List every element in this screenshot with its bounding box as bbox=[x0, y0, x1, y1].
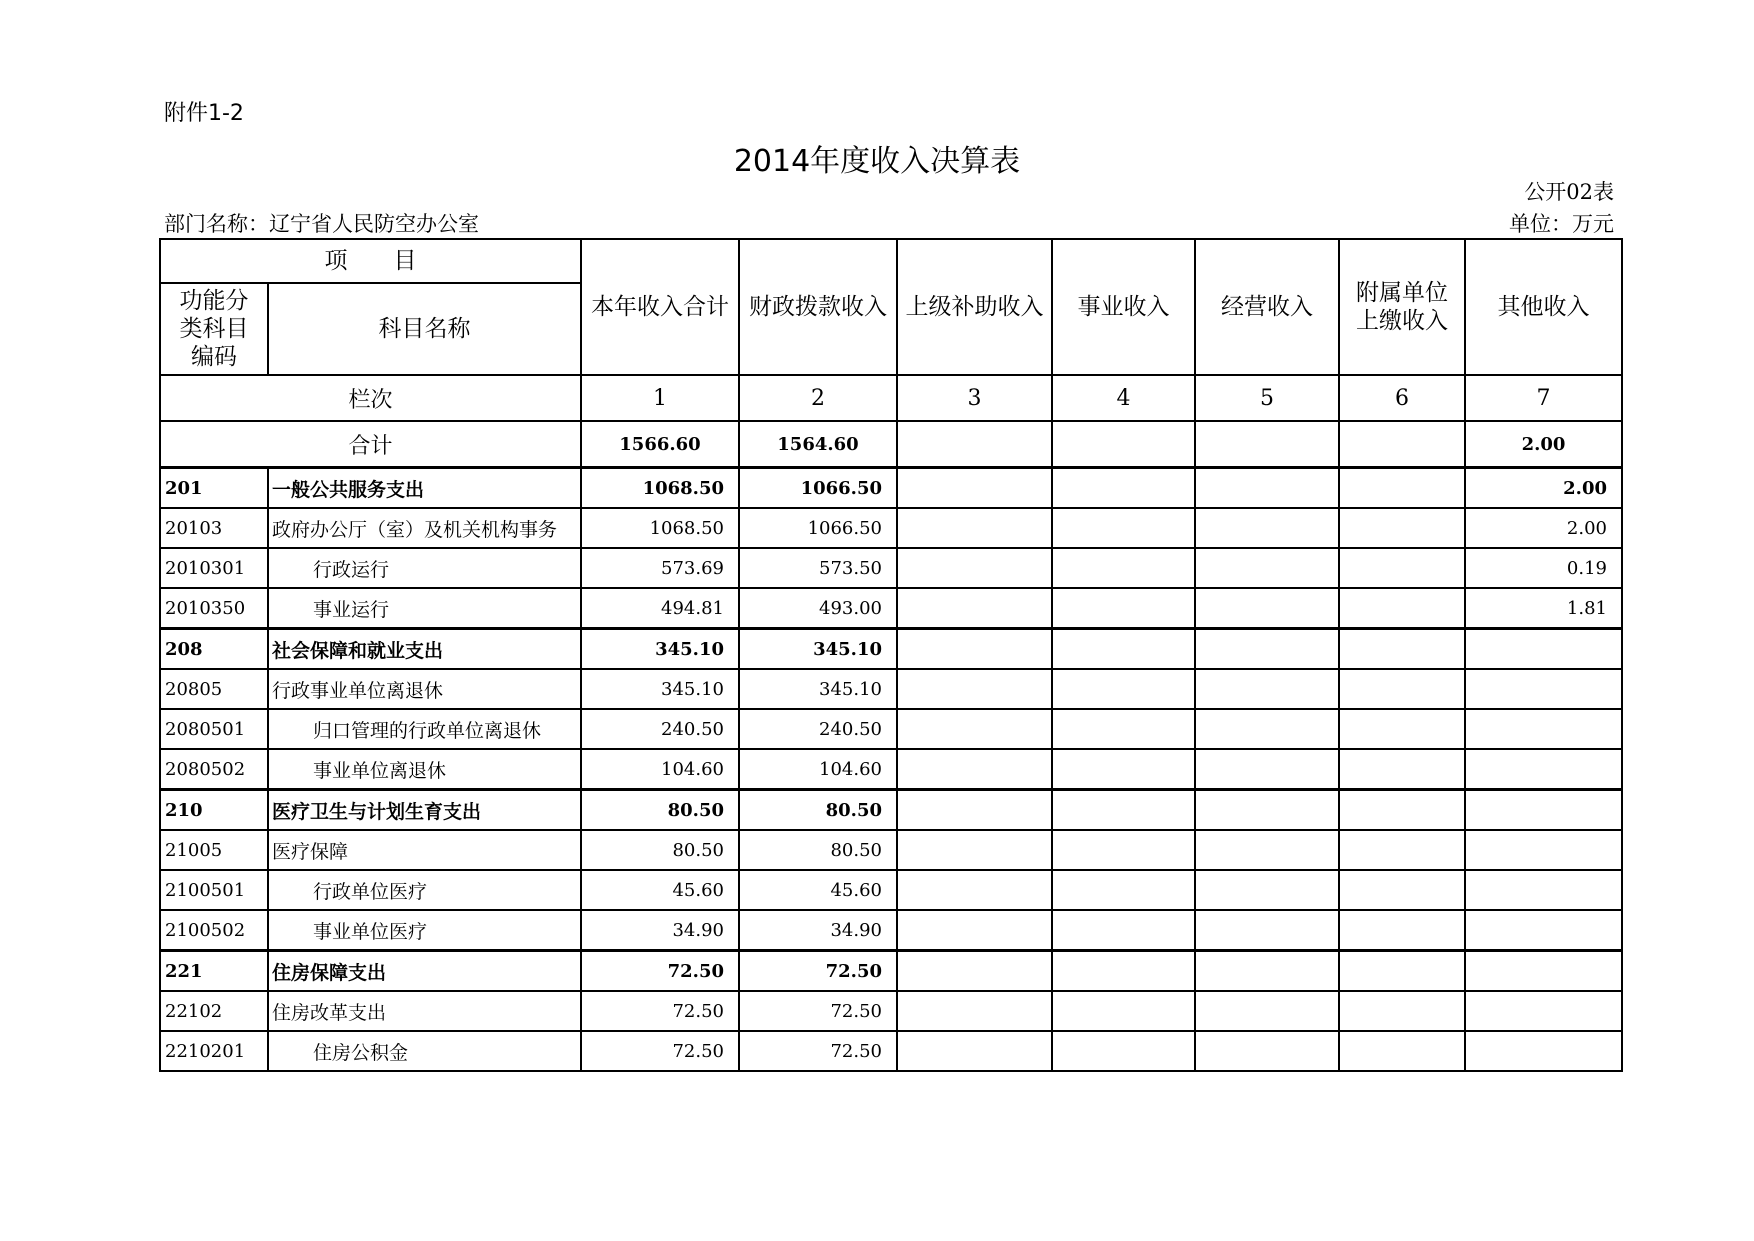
amount-cell bbox=[1195, 709, 1339, 749]
amount-cell: 80.50 bbox=[739, 830, 897, 870]
table-row bbox=[160, 991, 1622, 1031]
amount-cell: 72.50 bbox=[581, 1031, 739, 1071]
amount-cell bbox=[1339, 548, 1465, 588]
attachment-label: 附件1-2 bbox=[164, 101, 244, 126]
amount-cell bbox=[1465, 830, 1622, 870]
total-value bbox=[1339, 421, 1465, 468]
column-index: 1 bbox=[581, 375, 739, 421]
table-row bbox=[160, 508, 1622, 548]
amount-cell bbox=[1195, 669, 1339, 709]
amount-cell bbox=[1339, 910, 1465, 951]
amount-cell bbox=[1339, 669, 1465, 709]
table-row bbox=[160, 870, 1622, 910]
header-name: 科目名称 bbox=[268, 283, 581, 375]
subject-code: 22102 bbox=[160, 991, 268, 1031]
amount-cell: 72.50 bbox=[739, 1031, 897, 1071]
amount-cell: 240.50 bbox=[739, 709, 897, 749]
subject-name: 医疗保障 bbox=[268, 830, 581, 870]
amount-cell bbox=[1195, 749, 1339, 790]
amount-cell: 1068.50 bbox=[581, 508, 739, 548]
total-value: 2.00 bbox=[1465, 421, 1622, 468]
amount-cell: 494.81 bbox=[581, 588, 739, 629]
subject-name: 政府办公厅（室）及机关机构事务 bbox=[268, 508, 581, 548]
subject-name: 住房改革支出 bbox=[268, 991, 581, 1031]
amount-cell bbox=[1465, 991, 1622, 1031]
table-row bbox=[160, 629, 1622, 670]
table-row bbox=[160, 830, 1622, 870]
subject-name: 行政事业单位离退休 bbox=[268, 669, 581, 709]
total-value: 1566.60 bbox=[581, 421, 739, 468]
amount-cell: 240.50 bbox=[581, 709, 739, 749]
table-row bbox=[160, 1031, 1622, 1071]
amount-cell: 80.50 bbox=[581, 790, 739, 831]
table-row bbox=[160, 790, 1622, 831]
header-code: 功能分类科目编码 bbox=[160, 283, 268, 375]
amount-cell bbox=[1052, 468, 1195, 509]
amount-cell: 1066.50 bbox=[739, 468, 897, 509]
amount-cell: 573.69 bbox=[581, 548, 739, 588]
amount-cell bbox=[897, 709, 1052, 749]
subject-name: 社会保障和就业支出 bbox=[268, 629, 581, 670]
amount-cell: 80.50 bbox=[739, 790, 897, 831]
amount-cell bbox=[1339, 749, 1465, 790]
amount-cell bbox=[897, 790, 1052, 831]
subject-name: 住房公积金 bbox=[268, 1031, 581, 1071]
subject-code: 2100501 bbox=[160, 870, 268, 910]
total-value bbox=[897, 421, 1052, 468]
amount-cell bbox=[1339, 468, 1465, 509]
amount-cell bbox=[1052, 669, 1195, 709]
amount-cell bbox=[1195, 468, 1339, 509]
amount-cell bbox=[1339, 588, 1465, 629]
amount-cell: 1068.50 bbox=[581, 468, 739, 509]
total-value: 1564.60 bbox=[739, 421, 897, 468]
column-index-label: 栏次 bbox=[160, 375, 581, 421]
subject-name: 事业单位医疗 bbox=[268, 910, 581, 951]
amount-cell bbox=[1465, 951, 1622, 992]
amount-cell bbox=[897, 830, 1052, 870]
amount-cell bbox=[897, 870, 1052, 910]
amount-cell bbox=[1339, 991, 1465, 1031]
amount-cell: 104.60 bbox=[739, 749, 897, 790]
amount-cell bbox=[1052, 629, 1195, 670]
amount-cell bbox=[1195, 830, 1339, 870]
subject-code: 208 bbox=[160, 629, 268, 670]
amount-cell bbox=[1339, 870, 1465, 910]
subject-code: 2080502 bbox=[160, 749, 268, 790]
amount-cell bbox=[1339, 951, 1465, 992]
amount-cell bbox=[1052, 508, 1195, 548]
subject-name: 行政运行 bbox=[268, 548, 581, 588]
subject-code: 20103 bbox=[160, 508, 268, 548]
amount-cell bbox=[1339, 629, 1465, 670]
form-number: 公开02表 bbox=[1524, 180, 1614, 204]
amount-cell bbox=[1465, 669, 1622, 709]
table-row bbox=[160, 749, 1622, 790]
amount-cell: 34.90 bbox=[739, 910, 897, 951]
header-item: 项 目 bbox=[160, 239, 581, 283]
amount-cell: 345.10 bbox=[581, 669, 739, 709]
amount-cell bbox=[1339, 790, 1465, 831]
amount-cell bbox=[897, 669, 1052, 709]
amount-cell: 2.00 bbox=[1465, 468, 1622, 509]
amount-cell: 72.50 bbox=[739, 951, 897, 992]
subject-name: 事业单位离退休 bbox=[268, 749, 581, 790]
amount-cell bbox=[897, 1031, 1052, 1071]
subject-code: 2210201 bbox=[160, 1031, 268, 1071]
table-row bbox=[160, 548, 1622, 588]
column-index-row bbox=[160, 375, 1622, 421]
subject-code: 21005 bbox=[160, 830, 268, 870]
amount-cell: 72.50 bbox=[581, 951, 739, 992]
amount-cell bbox=[1195, 991, 1339, 1031]
amount-cell: 0.19 bbox=[1465, 548, 1622, 588]
header-col-affiliated-remittance: 附属单位上缴收入 bbox=[1339, 239, 1465, 375]
column-index: 2 bbox=[739, 375, 897, 421]
amount-cell bbox=[1195, 790, 1339, 831]
amount-cell bbox=[1195, 1031, 1339, 1071]
amount-cell bbox=[1052, 709, 1195, 749]
total-value bbox=[1195, 421, 1339, 468]
amount-cell: 573.50 bbox=[739, 548, 897, 588]
amount-cell bbox=[1465, 870, 1622, 910]
subject-name: 住房保障支出 bbox=[268, 951, 581, 992]
amount-cell bbox=[1195, 508, 1339, 548]
amount-cell bbox=[897, 991, 1052, 1031]
subject-code: 221 bbox=[160, 951, 268, 992]
amount-cell bbox=[1195, 910, 1339, 951]
header-col-business-income: 事业收入 bbox=[1052, 239, 1195, 375]
amount-cell: 72.50 bbox=[739, 991, 897, 1031]
column-index: 3 bbox=[897, 375, 1052, 421]
subject-code: 2010350 bbox=[160, 588, 268, 629]
amount-cell: 80.50 bbox=[581, 830, 739, 870]
header-col-other-income: 其他收入 bbox=[1465, 239, 1622, 375]
subject-code: 2100502 bbox=[160, 910, 268, 951]
subject-name: 一般公共服务支出 bbox=[268, 468, 581, 509]
amount-cell bbox=[897, 468, 1052, 509]
amount-cell bbox=[1052, 910, 1195, 951]
amount-cell bbox=[1052, 991, 1195, 1031]
amount-cell bbox=[897, 629, 1052, 670]
amount-cell bbox=[1052, 830, 1195, 870]
amount-cell: 34.90 bbox=[581, 910, 739, 951]
amount-cell bbox=[897, 910, 1052, 951]
amount-cell bbox=[1052, 588, 1195, 629]
table-row bbox=[160, 709, 1622, 749]
amount-cell: 345.10 bbox=[581, 629, 739, 670]
amount-cell bbox=[1339, 709, 1465, 749]
subject-name: 行政单位医疗 bbox=[268, 870, 581, 910]
amount-cell bbox=[1465, 910, 1622, 951]
subject-name: 事业运行 bbox=[268, 588, 581, 629]
amount-cell bbox=[1195, 588, 1339, 629]
amount-cell: 104.60 bbox=[581, 749, 739, 790]
amount-cell bbox=[1052, 951, 1195, 992]
amount-cell bbox=[897, 951, 1052, 992]
unit-label: 单位：万元 bbox=[1509, 212, 1614, 236]
amount-cell bbox=[1052, 548, 1195, 588]
amount-cell bbox=[1339, 1031, 1465, 1071]
amount-cell: 1.81 bbox=[1465, 588, 1622, 629]
amount-cell bbox=[1195, 870, 1339, 910]
column-index: 6 bbox=[1339, 375, 1465, 421]
amount-cell bbox=[1339, 508, 1465, 548]
amount-cell bbox=[1052, 870, 1195, 910]
amount-cell bbox=[1465, 790, 1622, 831]
subject-name: 归口管理的行政单位离退休 bbox=[268, 709, 581, 749]
header-col-total-income: 本年收入合计 bbox=[581, 239, 739, 375]
table-row bbox=[160, 669, 1622, 709]
header-col-operating-income: 经营收入 bbox=[1195, 239, 1339, 375]
amount-cell: 2.00 bbox=[1465, 508, 1622, 548]
table-row bbox=[160, 468, 1622, 509]
header-col-superior-subsidy: 上级补助收入 bbox=[897, 239, 1052, 375]
amount-cell: 345.10 bbox=[739, 669, 897, 709]
amount-cell bbox=[1465, 1031, 1622, 1071]
amount-cell: 72.50 bbox=[581, 991, 739, 1031]
subject-code: 20805 bbox=[160, 669, 268, 709]
subject-code: 2080501 bbox=[160, 709, 268, 749]
subject-code: 2010301 bbox=[160, 548, 268, 588]
total-label: 合计 bbox=[160, 421, 581, 468]
amount-cell bbox=[1339, 830, 1465, 870]
table-row bbox=[160, 910, 1622, 951]
amount-cell: 45.60 bbox=[739, 870, 897, 910]
table-row bbox=[160, 588, 1622, 629]
department-name: 部门名称：辽宁省人民防空办公室 bbox=[164, 212, 479, 236]
amount-cell: 1066.50 bbox=[739, 508, 897, 548]
amount-cell bbox=[897, 588, 1052, 629]
subject-code: 210 bbox=[160, 790, 268, 831]
amount-cell bbox=[1465, 709, 1622, 749]
column-index: 7 bbox=[1465, 375, 1622, 421]
amount-cell bbox=[1195, 548, 1339, 588]
page-title: 2014年度收入决算表 bbox=[733, 144, 1021, 179]
amount-cell bbox=[897, 548, 1052, 588]
amount-cell bbox=[1465, 629, 1622, 670]
income-final-accounts-table bbox=[159, 238, 1623, 1072]
amount-cell bbox=[1195, 629, 1339, 670]
amount-cell: 45.60 bbox=[581, 870, 739, 910]
amount-cell bbox=[1195, 951, 1339, 992]
total-row bbox=[160, 421, 1622, 468]
table-row bbox=[160, 951, 1622, 992]
amount-cell: 345.10 bbox=[739, 629, 897, 670]
column-index: 5 bbox=[1195, 375, 1339, 421]
amount-cell bbox=[1052, 1031, 1195, 1071]
amount-cell bbox=[1465, 749, 1622, 790]
column-index: 4 bbox=[1052, 375, 1195, 421]
amount-cell bbox=[897, 508, 1052, 548]
amount-cell bbox=[1052, 749, 1195, 790]
subject-code: 201 bbox=[160, 468, 268, 509]
amount-cell bbox=[897, 749, 1052, 790]
amount-cell bbox=[1052, 790, 1195, 831]
subject-name: 医疗卫生与计划生育支出 bbox=[268, 790, 581, 831]
amount-cell: 493.00 bbox=[739, 588, 897, 629]
header-col-fiscal-allocation: 财政拨款收入 bbox=[739, 239, 897, 375]
total-value bbox=[1052, 421, 1195, 468]
